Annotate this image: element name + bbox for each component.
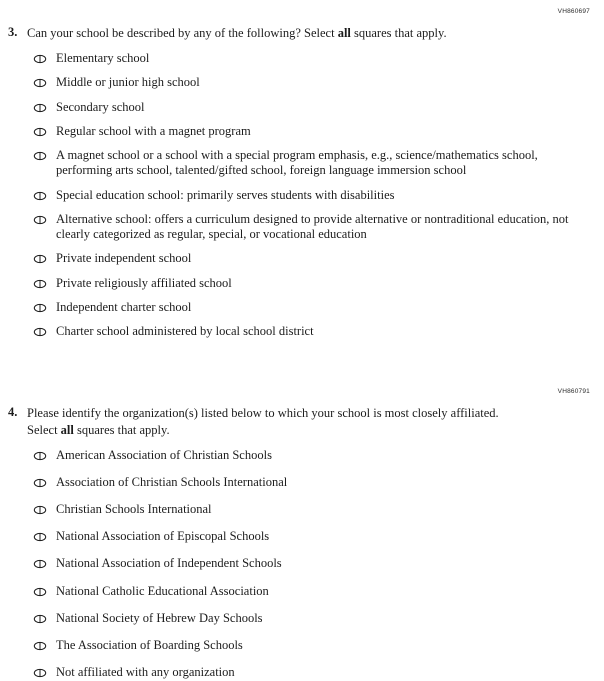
answer-option[interactable] (27, 638, 594, 654)
answer-oval-icon[interactable] (33, 78, 47, 88)
option-label: Alternative school: offers a curriculum designed to provide alternative or nontraditional education, not clearly categorized as regular, special, or vocational education (56, 211, 569, 242)
answer-option[interactable] (27, 75, 594, 91)
answer-oval-icon[interactable] (33, 587, 47, 597)
option-label: Elementary school (56, 51, 150, 66)
question-4-number: 4. (8, 405, 18, 420)
option-label: Special education school: primarily serves students with disabilities (56, 187, 395, 202)
answer-oval-icon[interactable] (33, 191, 47, 201)
answer-option[interactable] (27, 100, 594, 116)
answer-option[interactable] (27, 148, 594, 179)
option-label: National Association of Independent Schools (56, 556, 282, 571)
option-label: The Association of Boarding Schools (56, 637, 243, 652)
option-label: Regular school with a magnet program (56, 123, 251, 138)
answer-option[interactable] (27, 556, 594, 572)
answer-oval-icon[interactable] (33, 103, 47, 113)
answer-oval-icon[interactable] (33, 505, 47, 515)
answer-option[interactable] (27, 324, 594, 340)
answer-oval-icon[interactable] (33, 303, 47, 313)
answer-option[interactable] (27, 188, 594, 204)
answer-oval-icon[interactable] (33, 254, 47, 264)
answer-oval-icon[interactable] (33, 451, 47, 461)
answer-option[interactable] (27, 276, 594, 292)
option-label: National Association of Episcopal Schools (56, 529, 270, 544)
answer-option[interactable] (27, 212, 594, 243)
answer-oval-icon[interactable] (33, 54, 47, 64)
question-3-code: VH860697 (557, 8, 590, 15)
answer-oval-icon[interactable] (33, 614, 47, 624)
option-label: Not affiliated with any organization (56, 664, 235, 679)
option-label: Christian Schools International (56, 502, 212, 517)
answer-oval-icon[interactable] (33, 641, 47, 651)
question-3-section (8, 8, 594, 339)
answer-oval-icon[interactable] (33, 215, 47, 225)
answer-option[interactable] (27, 51, 594, 67)
option-label: Secondary school (56, 99, 145, 114)
option-label: Middle or junior high school (56, 75, 200, 90)
answer-option[interactable] (27, 475, 594, 491)
answer-option[interactable] (27, 448, 594, 464)
answer-option[interactable] (27, 584, 594, 600)
answer-option[interactable] (27, 611, 594, 627)
option-label: Private religiously affiliated school (56, 275, 232, 290)
option-label: Independent charter school (56, 299, 192, 314)
answer-option[interactable] (27, 124, 594, 140)
question-4-text: Please identify the organization(s) listed below to which your school is most closely affiliated. Select all squares that apply. (27, 406, 499, 437)
option-label: Association of Christian Schools International (56, 475, 288, 489)
answer-option[interactable] (27, 502, 594, 518)
question-3-text: Can your school be described by any of the following? Select all squares that apply. (27, 26, 447, 40)
option-label: Charter school administered by local school district (56, 323, 314, 338)
option-label: Private independent school (56, 251, 192, 266)
answer-option[interactable] (27, 251, 594, 267)
answer-oval-icon[interactable] (33, 151, 47, 161)
question-4-code: VH860791 (557, 388, 590, 396)
option-label: American Association of Christian Schools (56, 447, 272, 462)
answer-option[interactable] (27, 300, 594, 316)
question-3-options (27, 51, 594, 339)
question-4-section (8, 388, 594, 680)
option-label: National Catholic Educational Association (56, 583, 269, 598)
question-4-prompt (8, 405, 594, 438)
question-3-prompt (8, 25, 594, 41)
answer-oval-icon[interactable] (33, 532, 47, 542)
question-4-options (27, 448, 594, 681)
answer-oval-icon[interactable] (33, 559, 47, 569)
answer-oval-icon[interactable] (33, 279, 47, 289)
answer-oval-icon[interactable] (33, 478, 47, 488)
question-3-number: 3. (8, 25, 18, 39)
option-label: A magnet school or a school with a special program emphasis, e.g., science/mathematics school, performing arts school, talented/gifted school, foreign language immersion school (56, 147, 538, 178)
answer-option[interactable] (27, 665, 594, 681)
option-label: National Society of Hebrew Day Schools (56, 610, 263, 625)
answer-oval-icon[interactable] (33, 127, 47, 137)
answer-oval-icon[interactable] (33, 327, 47, 337)
answer-oval-icon[interactable] (33, 668, 47, 678)
answer-option[interactable] (27, 529, 594, 545)
